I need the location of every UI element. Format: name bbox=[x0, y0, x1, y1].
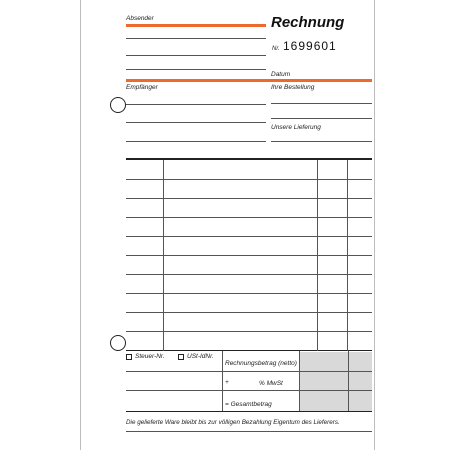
recipient-line bbox=[126, 104, 266, 105]
table-row-line bbox=[126, 236, 372, 237]
delivery-line bbox=[271, 141, 372, 142]
order-line bbox=[271, 118, 372, 119]
footer-line bbox=[126, 431, 372, 432]
table-row-line bbox=[126, 312, 372, 313]
delivery-label: Unsere Lieferung bbox=[271, 124, 321, 131]
table-row-line bbox=[126, 198, 372, 199]
sender-accent-bar bbox=[126, 24, 266, 27]
order-label: Ihre Bestellung bbox=[271, 84, 315, 91]
vat-id-checkbox[interactable] bbox=[178, 354, 184, 360]
table-row-line bbox=[126, 179, 372, 180]
recipient-label: Empfänger bbox=[126, 84, 158, 91]
sender-label: Absender bbox=[126, 15, 154, 22]
punch-hole bbox=[110, 335, 126, 351]
invoice-title: Rechnung bbox=[271, 14, 345, 31]
sender-line bbox=[126, 38, 266, 39]
tax-number-checkbox[interactable] bbox=[126, 354, 132, 360]
punch-hole bbox=[110, 97, 126, 113]
vat-id-label: USt-IdNr. bbox=[187, 353, 214, 360]
amount-shaded-area bbox=[300, 352, 372, 411]
net-amount-label: Rechnungsbetrag (netto) bbox=[225, 360, 297, 367]
recipient-line bbox=[126, 122, 266, 123]
vat-label: % MwSt bbox=[259, 380, 283, 387]
tax-line bbox=[126, 371, 222, 372]
sender-line bbox=[126, 69, 266, 70]
date-label: Datum bbox=[271, 71, 291, 78]
items-table bbox=[126, 158, 372, 351]
totals-divider bbox=[222, 351, 223, 411]
invoice-form bbox=[80, 0, 375, 450]
recipient-line bbox=[126, 141, 266, 142]
totals-bottom-line bbox=[126, 411, 372, 412]
tax-line bbox=[126, 390, 222, 391]
gross-amount-label: = Gesamtbetrag bbox=[225, 401, 272, 408]
table-row-line bbox=[126, 331, 372, 332]
header-accent-bar bbox=[126, 79, 372, 82]
table-row-line bbox=[126, 293, 372, 294]
plus-sign: + bbox=[225, 379, 229, 386]
table-row-line bbox=[126, 274, 372, 275]
table-row-line bbox=[126, 217, 372, 218]
table-row-line bbox=[126, 255, 372, 256]
tax-number-label: Steuer-Nr. bbox=[135, 353, 165, 360]
invoice-number-label: Nr. bbox=[272, 46, 280, 52]
totals-row-line bbox=[222, 371, 372, 372]
ownership-notice: Die gelieferte Ware bleibt bis zur völligen Bezahlung Eigentum des Lieferers. bbox=[126, 419, 340, 426]
order-line bbox=[271, 103, 372, 104]
totals-row-line bbox=[222, 390, 372, 391]
invoice-number: 1699601 bbox=[283, 39, 337, 53]
totals-divider bbox=[348, 351, 349, 411]
sender-line bbox=[126, 55, 266, 56]
